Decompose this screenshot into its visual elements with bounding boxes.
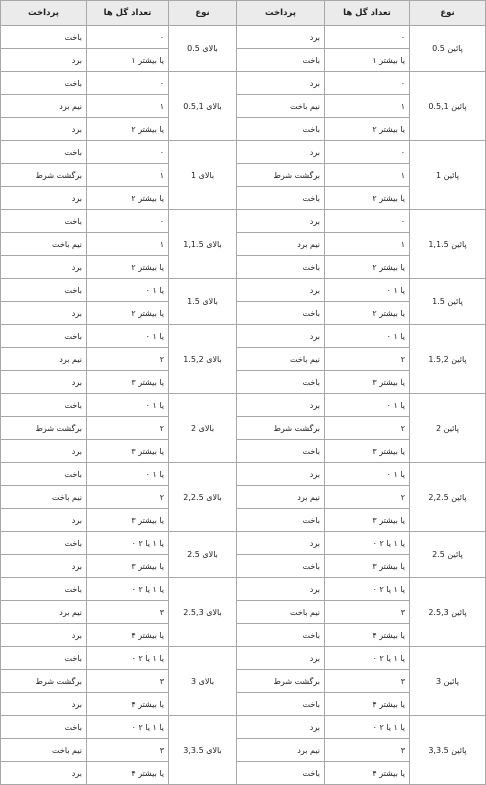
right-goals-cell: ۲ یا بیشتر [87, 302, 169, 325]
left-payout-cell: باخت [237, 440, 325, 463]
left-type-cell: پائین 2.5 [410, 532, 486, 578]
right-payout-cell: باخت [1, 26, 87, 49]
right-type-cell: بالای 2.5,3 [169, 578, 237, 647]
left-payout-cell: باخت [237, 371, 325, 394]
right-goals-cell: ۳ یا بیشتر [87, 509, 169, 532]
left-payout-cell: برد [237, 647, 325, 670]
right-goals-cell: ۱ [87, 95, 169, 118]
right-goals-cell: ۲ یا بیشتر [87, 256, 169, 279]
left-goals-cell: ۲ یا بیشتر [325, 118, 410, 141]
left-payout-cell: باخت [237, 762, 325, 785]
left-payout-cell: نیم برد [237, 739, 325, 762]
table-row [1, 578, 486, 601]
left-type-cell: پائین 1,1.5 [410, 210, 486, 279]
left-payout-cell: برد [237, 578, 325, 601]
right-goals-cell: ۴ یا بیشتر [87, 762, 169, 785]
left-goals-cell: ۲ یا بیشتر [325, 187, 410, 210]
right-payout-cell: برد [1, 509, 87, 532]
right-payout-cell: برد [1, 440, 87, 463]
right-payout-cell: برد [1, 693, 87, 716]
right-goals-cell: ۰ یا ۱ [87, 463, 169, 486]
left-goals-cell: ۳ [325, 670, 410, 693]
left-type-cell: پائین 0.5 [410, 26, 486, 72]
right-goals-cell: ۴ یا بیشتر [87, 693, 169, 716]
left-type-cell: پائین 3 [410, 647, 486, 716]
right-goals-cell: ۱ [87, 233, 169, 256]
right-payout-cell: برگشت شرط [1, 670, 87, 693]
right-goals-cell: ۲ یا بیشتر [87, 187, 169, 210]
header-right-goals: تعداد گل ها [87, 1, 169, 26]
left-payout-cell: برد [237, 394, 325, 417]
right-payout-cell: نیم برد [1, 348, 87, 371]
left-goals-cell: ۰ یا ۱ [325, 279, 410, 302]
left-goals-cell: ۱ [325, 233, 410, 256]
left-goals-cell: ۰ [325, 72, 410, 95]
left-type-cell: پائین 2.5,3 [410, 578, 486, 647]
left-goals-cell: ۱ [325, 164, 410, 187]
left-payout-cell: نیم باخت [237, 95, 325, 118]
right-type-cell: بالای 1,1.5 [169, 210, 237, 279]
left-goals-cell: ۰ یا ۱ یا ۲ [325, 647, 410, 670]
left-goals-cell: ۳ یا بیشتر [325, 509, 410, 532]
right-goals-cell: ۳ [87, 739, 169, 762]
right-payout-cell: نیم باخت [1, 739, 87, 762]
right-payout-cell: باخت [1, 141, 87, 164]
left-payout-cell: برگشت شرط [237, 417, 325, 440]
right-payout-cell: برگشت شرط [1, 164, 87, 187]
left-type-cell: پائین 1 [410, 141, 486, 210]
right-payout-cell: باخت [1, 578, 87, 601]
left-type-cell: پائین 1.5,2 [410, 325, 486, 394]
left-payout-cell: نیم برد [237, 233, 325, 256]
left-payout-cell: برد [237, 463, 325, 486]
right-type-cell: بالای 0.5,1 [169, 72, 237, 141]
left-goals-cell: ۰ [325, 141, 410, 164]
left-goals-cell: ۰ یا ۱ یا ۲ [325, 578, 410, 601]
right-goals-cell: ۰ یا ۱ یا ۲ [87, 716, 169, 739]
right-payout-cell: برد [1, 118, 87, 141]
table-body [1, 26, 486, 785]
right-payout-cell: برد [1, 256, 87, 279]
right-type-cell: بالای 3,3.5 [169, 716, 237, 785]
left-goals-cell: ۲ یا بیشتر [325, 256, 410, 279]
left-goals-cell: ۴ یا بیشتر [325, 762, 410, 785]
left-payout-cell: برگشت شرط [237, 164, 325, 187]
right-payout-cell: باخت [1, 716, 87, 739]
left-payout-cell: برگشت شرط [237, 670, 325, 693]
right-payout-cell: برد [1, 624, 87, 647]
right-goals-cell: ۲ [87, 348, 169, 371]
left-goals-cell: ۳ [325, 601, 410, 624]
right-payout-cell: برد [1, 371, 87, 394]
table-row [1, 210, 486, 233]
right-type-cell: بالای 2.5 [169, 532, 237, 578]
right-goals-cell: ۰ [87, 72, 169, 95]
left-goals-cell: ۲ [325, 486, 410, 509]
right-goals-cell: ۲ [87, 417, 169, 440]
table-row [1, 141, 486, 164]
right-payout-cell: برگشت شرط [1, 417, 87, 440]
left-payout-cell: باخت [237, 555, 325, 578]
left-payout-cell: برد [237, 716, 325, 739]
right-payout-cell: برد [1, 302, 87, 325]
left-goals-cell: ۰ یا ۱ یا ۲ [325, 716, 410, 739]
header-left-goals: تعداد گل ها [325, 1, 410, 26]
left-payout-cell: برد [237, 279, 325, 302]
left-goals-cell: ۳ یا بیشتر [325, 371, 410, 394]
right-goals-cell: ۴ یا بیشتر [87, 624, 169, 647]
left-payout-cell: باخت [237, 187, 325, 210]
right-type-cell: بالای 2 [169, 394, 237, 463]
right-payout-cell: باخت [1, 647, 87, 670]
left-payout-cell: نیم باخت [237, 348, 325, 371]
table-row [1, 26, 486, 49]
right-goals-cell: ۰ یا ۱ یا ۲ [87, 647, 169, 670]
left-payout-cell: باخت [237, 693, 325, 716]
right-goals-cell: ۳ یا بیشتر [87, 555, 169, 578]
right-goals-cell: ۳ [87, 670, 169, 693]
left-goals-cell: ۰ یا ۱ یا ۲ [325, 532, 410, 555]
right-payout-cell: باخت [1, 532, 87, 555]
left-payout-cell: برد [237, 141, 325, 164]
right-type-cell: بالای 3 [169, 647, 237, 716]
header-left-payout: پرداخت [237, 1, 325, 26]
left-payout-cell: باخت [237, 302, 325, 325]
right-payout-cell: باخت [1, 279, 87, 302]
left-goals-cell: ۲ یا بیشتر [325, 302, 410, 325]
left-type-cell: پائین 0.5,1 [410, 72, 486, 141]
right-goals-cell: ۰ یا ۱ یا ۲ [87, 532, 169, 555]
right-goals-cell: ۳ یا بیشتر [87, 371, 169, 394]
right-goals-cell: ۲ [87, 486, 169, 509]
right-goals-cell: ۰ [87, 141, 169, 164]
table-row [1, 325, 486, 348]
right-goals-cell: ۰ یا ۱ یا ۲ [87, 578, 169, 601]
left-goals-cell: ۲ [325, 348, 410, 371]
left-payout-cell: برد [237, 532, 325, 555]
left-payout-cell: برد [237, 72, 325, 95]
left-payout-cell: نیم برد [237, 486, 325, 509]
left-goals-cell: ۱ [325, 95, 410, 118]
right-payout-cell: باخت [1, 325, 87, 348]
left-goals-cell: ۰ یا ۱ [325, 394, 410, 417]
header-row [1, 1, 486, 26]
left-payout-cell: برد [237, 210, 325, 233]
right-payout-cell: برد [1, 555, 87, 578]
left-payout-cell: برد [237, 26, 325, 49]
right-goals-cell: ۲ یا بیشتر [87, 118, 169, 141]
header-right-payout: پرداخت [1, 1, 87, 26]
header-left-type: نوع [410, 1, 486, 26]
table-row [1, 394, 486, 417]
right-goals-cell: ۳ [87, 601, 169, 624]
left-payout-cell: باخت [237, 49, 325, 72]
right-payout-cell: باخت [1, 72, 87, 95]
right-payout-cell: نیم برد [1, 601, 87, 624]
right-payout-cell: باخت [1, 463, 87, 486]
table-row [1, 532, 486, 555]
right-goals-cell: ۰ یا ۱ [87, 279, 169, 302]
table-row [1, 716, 486, 739]
right-payout-cell: نیم برد [1, 95, 87, 118]
right-goals-cell: ۱ یا بیشتر [87, 49, 169, 72]
left-goals-cell: ۴ یا بیشتر [325, 693, 410, 716]
left-goals-cell: ۳ یا بیشتر [325, 555, 410, 578]
left-goals-cell: ۲ [325, 417, 410, 440]
header-right-type: نوع [169, 1, 237, 26]
right-payout-cell: باخت [1, 394, 87, 417]
right-goals-cell: ۱ [87, 164, 169, 187]
right-payout-cell: نیم باخت [1, 486, 87, 509]
left-payout-cell: باخت [237, 624, 325, 647]
right-type-cell: بالای 1.5 [169, 279, 237, 325]
right-type-cell: بالای 2,2.5 [169, 463, 237, 532]
right-goals-cell: ۰ یا ۱ [87, 394, 169, 417]
right-payout-cell: نیم باخت [1, 233, 87, 256]
left-type-cell: پائین 2,2.5 [410, 463, 486, 532]
right-payout-cell: برد [1, 187, 87, 210]
table-row [1, 279, 486, 302]
left-goals-cell: ۳ یا بیشتر [325, 440, 410, 463]
left-goals-cell: ۳ [325, 739, 410, 762]
right-goals-cell: ۰ [87, 26, 169, 49]
right-payout-cell: باخت [1, 210, 87, 233]
left-payout-cell: باخت [237, 256, 325, 279]
table-row [1, 72, 486, 95]
left-type-cell: پائین 2 [410, 394, 486, 463]
left-type-cell: پائین 1.5 [410, 279, 486, 325]
table-row [1, 647, 486, 670]
left-goals-cell: ۰ [325, 26, 410, 49]
right-payout-cell: برد [1, 49, 87, 72]
left-goals-cell: ۰ یا ۱ [325, 463, 410, 486]
left-payout-cell: باخت [237, 118, 325, 141]
left-goals-cell: ۱ یا بیشتر [325, 49, 410, 72]
right-type-cell: بالای 1 [169, 141, 237, 210]
left-goals-cell: ۰ [325, 210, 410, 233]
left-payout-cell: باخت [237, 509, 325, 532]
left-type-cell: پائین 3,3.5 [410, 716, 486, 785]
right-type-cell: بالای 0.5 [169, 26, 237, 72]
right-goals-cell: ۳ یا بیشتر [87, 440, 169, 463]
left-payout-cell: برد [237, 325, 325, 348]
right-goals-cell: ۰ یا ۱ [87, 325, 169, 348]
table-row [1, 463, 486, 486]
right-goals-cell: ۰ [87, 210, 169, 233]
right-type-cell: بالای 1.5,2 [169, 325, 237, 394]
left-goals-cell: ۰ یا ۱ [325, 325, 410, 348]
right-payout-cell: برد [1, 762, 87, 785]
left-goals-cell: ۴ یا بیشتر [325, 624, 410, 647]
left-payout-cell: نیم باخت [237, 601, 325, 624]
